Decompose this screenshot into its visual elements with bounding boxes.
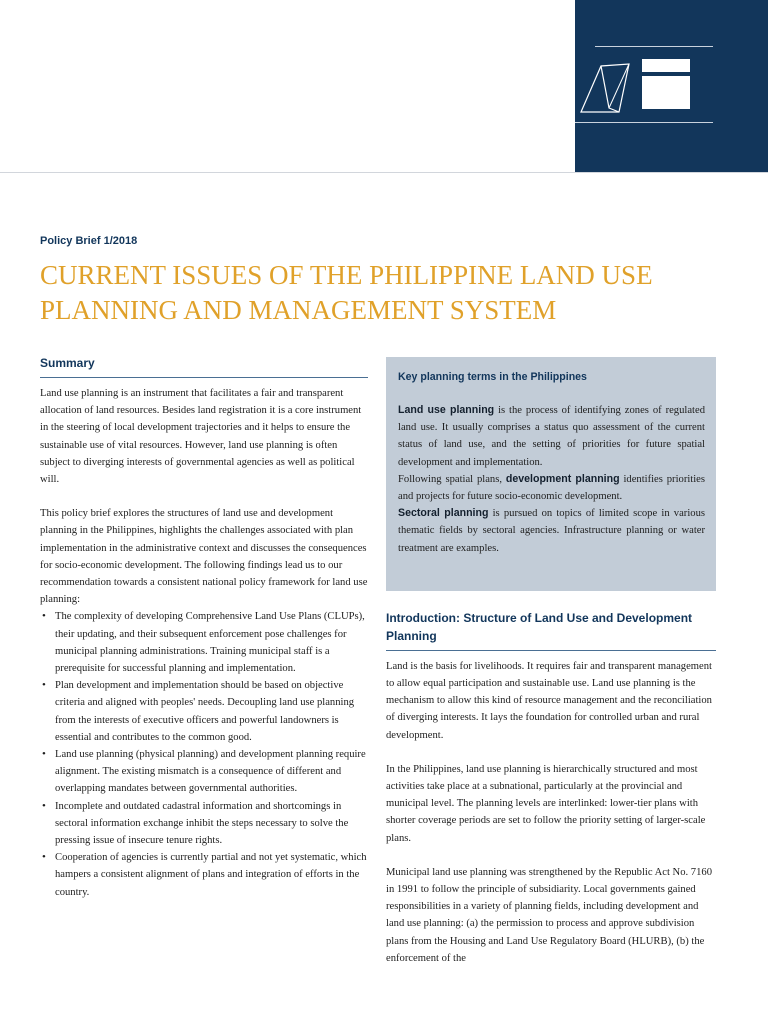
- key-terms-heading: Key planning terms in the Philippines: [398, 371, 587, 383]
- organization-logo-icon: [579, 60, 637, 116]
- finding-item: • Cooperation of agencies is currently partial and not yet systematic, which hampers a consistent alignment of plans and integration of efforts in the country.: [55, 849, 368, 901]
- summary-column: [40, 354, 368, 901]
- term-development-prefix: Following spatial plans,: [398, 473, 506, 485]
- key-term-sectoral: [398, 505, 705, 557]
- summary-paragraph-1: Land use planning is an instrument that facilitates a fair and transparent allocation of land resources. Besides land registration it is a core instrument in the steering of local development trajectories and it helps to ensure the sustainable use of vital resources. However, land use planning is often subject to diverging interests of governmental agencies as well as political will.: [40, 388, 362, 486]
- introduction-paragraph-3: Municipal land use planning was strengthened by the Republic Act No. 7160 in 1991 to follow the principle of subsidiarity. Local governments gained responsibilities in a variety of planning fields, including development and land use planning: (a) the permission to process and approve subdivision plans from the Housing and Land Use Regulatory Board (HLURB), (b) the enforcement of the: [386, 866, 712, 964]
- term-sectoral-definition: is pursued on topics of limited scope in various thematic fields by sectoral agencies. Infrastructure planning or water treatment are examples.: [398, 508, 705, 554]
- header-brand-panel: [575, 0, 768, 172]
- finding-item: • Incomplete and outdated cadastral information and shortcomings in sectoral information exchange inhibit the steps necessary to solve the pressing issue of insecure tenure rights.: [55, 798, 368, 850]
- introduction-heading: Introduction: Structure of Land Use and Development Planning: [386, 609, 716, 651]
- brand-panel-rule-top: [595, 46, 713, 47]
- summary-paragraph-2: This policy brief explores the structures of land use and development planning in the Philippines, highlights the challenges associated with plan implementation in the administrative context and discusses the consequences for socio-economic development. The following findings lead us to our recommendation towards a consistent national policy framework for land use planning:: [40, 508, 368, 606]
- introduction-paragraph-1: Land is the basis for livelihoods. It requires fair and transparent management to allow equal participation and sustainable use. Land use planning is the mechanism to allow this kind of resource management and the reconciliation of diverging interests. It lays the foundation for controlled urban and rural development.: [386, 660, 712, 741]
- term-land-use-planning: Land use planning: [398, 404, 495, 416]
- logo-mark: [642, 59, 690, 109]
- key-term-land-use: [398, 402, 705, 471]
- header-divider: [0, 172, 768, 173]
- introduction-paragraph-2: In the Philippines, land use planning is hierarchically structured and most activities take place at a subnational, particularly at the provincial and municipal level. The planning levels are interlinked: lower-tier plans with shorter coverage periods are set to follow the priority setting of larger-scale plans.: [386, 763, 706, 844]
- term-development-definition: identifies priorities and projects for future socio-economic development.: [398, 473, 706, 503]
- logo-mark-bar: [642, 72, 690, 76]
- key-term-development: [398, 471, 705, 505]
- finding-item: • Plan development and implementation should be based on objective criteria and aligned with peoples' needs. Decoupling land use planning from the interests of executive officers and powerful landowners is essential and contributes to the common good.: [55, 677, 368, 746]
- policy-brief-label: Policy Brief 1/2018: [40, 235, 138, 247]
- key-terms-box: [386, 357, 716, 591]
- summary-heading: Summary: [40, 354, 368, 378]
- findings-list: [40, 608, 368, 900]
- term-sectoral-planning: Sectoral planning: [398, 507, 489, 520]
- page-title: CURRENT ISSUES OF THE PHILIPPINE LAND USE PLANNING AND MANAGEMENT SYSTEM: [40, 260, 653, 325]
- term-land-use-definition: is the process of identifying zones of regulated land use. It usually comprises a status quo assessment of the current status of land use, and the setting of priorities for future spatial development and implementation.: [398, 405, 705, 468]
- finding-item: • Land use planning (physical planning) and development planning require alignment. The existing mismatch is a consequence of different and overlapping mandates between governmental authorities.: [55, 746, 368, 798]
- right-column: [386, 357, 716, 967]
- term-development-planning: development planning: [505, 472, 620, 485]
- brand-panel-rule-bottom: [575, 122, 713, 123]
- finding-item: • The complexity of developing Comprehensive Land Use Plans (CLUPs), their updating, and their subsequent enforcement pose challenges for municipal planning administrations. Training municipal staff is a prerequisite for successful planning and implementation.: [55, 608, 368, 677]
